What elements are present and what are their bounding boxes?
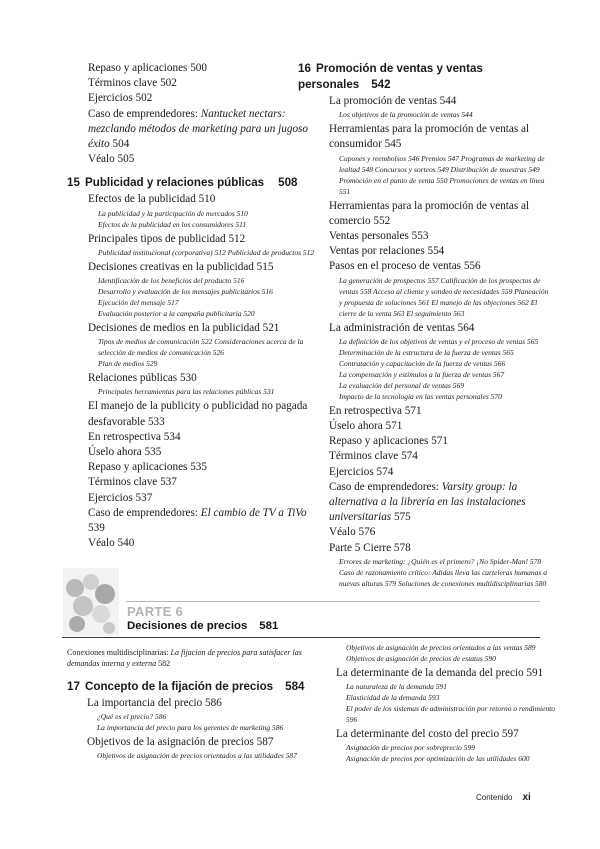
toc-section[interactable]: Ejercicios 574 — [329, 465, 394, 478]
toc-subsection[interactable]: La compensación y estímulos a la fuerza de ventas 567 — [339, 369, 505, 379]
part-bottom-rule — [62, 637, 540, 638]
chapter-heading-17[interactable]: 17 Concepto de la fijación de precios 584 — [67, 680, 305, 693]
toc-subsection[interactable]: Impacto de la tecnología en las ventas personales 570 — [339, 391, 502, 401]
toc-section[interactable]: Ejercicios 537 — [88, 491, 153, 504]
toc-section[interactable]: Véalo 540 — [88, 537, 135, 550]
toc-section[interactable]: Repaso y aplicaciones 535 — [88, 461, 207, 474]
toc-section[interactable]: Decisiones de medios en la publicidad 521 — [88, 322, 280, 335]
toc-section[interactable]: La promoción de ventas 544 — [329, 95, 457, 107]
part-label: PARTE 6 — [127, 604, 184, 619]
toc-subsection[interactable]: Identificación de los beneficios del producto 516 — [98, 276, 245, 286]
toc-section[interactable]: Véalo 576 — [329, 526, 376, 539]
toc-section[interactable]: Ventas por relaciones 554 — [329, 245, 445, 258]
toc-bottom-right — [336, 642, 560, 764]
toc-subsection[interactable]: El poder de los sistemas de administración por retorno o rendimiento 596 — [346, 704, 556, 725]
toc-subsection[interactable]: La naturaleza de la demanda 591 — [346, 682, 448, 692]
toc-section[interactable]: Efectos de la publicidad 510 — [88, 193, 216, 206]
toc-section[interactable]: Términos clave 574 — [329, 450, 418, 463]
toc-subsection[interactable]: ¿Qué es el precio? 586 — [97, 712, 167, 722]
toc-subsection[interactable]: Plan de medios 529 — [98, 359, 158, 369]
toc-subsection[interactable]: La evaluación del personal de ventas 569 — [339, 380, 464, 390]
toc-section[interactable]: Pasos en el proceso de ventas 556 — [329, 260, 481, 273]
toc-section[interactable]: Repaso y aplicaciones 571 — [329, 435, 448, 448]
toc-subsection[interactable]: Los objetivos de la promoción de ventas 544 — [339, 110, 473, 120]
toc-subsection[interactable]: Elasticidad de la demanda 593 — [346, 693, 440, 703]
toc-section[interactable]: La determinante del costo del precio 597 — [336, 728, 519, 741]
toc-entry[interactable]: Véalo 505 — [88, 153, 135, 166]
toc-section[interactable]: Herramientas para la promoción de ventas al comercio 552 — [329, 199, 530, 227]
toc-subsection[interactable]: La importancia del precio para los gerentes de marketing 586 — [97, 723, 284, 733]
toc-left-column — [67, 61, 320, 551]
toc-section[interactable]: La determinante de la demanda del precio 591 — [336, 667, 544, 679]
toc-section[interactable]: En retrospectiva 534 — [88, 430, 181, 443]
toc-subsection[interactable]: Cupones y reembolsos 546 Premios 547 Programas de marketing de lealtad 548 Concursos y sorteos 549 Distribución de muestras 549 Promoción en el punto de venta 550 Promociones de ventas en línea 551 — [339, 153, 545, 196]
toc-subsection[interactable]: Ejecución del mensaje 517 — [98, 298, 179, 308]
toc-subsection[interactable]: La generación de prospectos 557 Calificación de los prospectos de ventas 558 Acceso al cliente y sondeo de necesidades 559 Planeación y propuesta de soluciones 561 El manejo de las objeciones 562 El cierre de la venta 563 El seguimiento 563 — [339, 275, 549, 318]
toc-subsection[interactable]: Efectos de la publicidad en los consumidores 511 — [98, 219, 247, 229]
toc-section[interactable]: Úselo ahora 535 — [88, 446, 162, 459]
toc-subsection[interactable]: Objetivos de asignación de precios orientados a las utilidades 587 — [97, 751, 297, 761]
toc-subsection[interactable]: Asignación de precios por optimización de las utilidades 600 — [346, 754, 530, 764]
toc-entry[interactable]: Términos clave 502 — [88, 77, 177, 90]
toc-subsection[interactable]: La definición de los objetivos de ventas y el proceso de ventas 565 — [339, 336, 539, 346]
toc-section[interactable]: Relaciones públicas 530 — [88, 372, 197, 385]
chapter-heading-15[interactable]: 15 Publicidad y relaciones públicas 508 — [67, 176, 298, 190]
toc-section[interactable]: Úselo ahora 571 — [329, 420, 403, 433]
part-title[interactable]: Decisiones de precios 581 — [127, 620, 279, 632]
toc-subsection[interactable]: Determinación de la estructura de la fuerza de ventas 565 — [339, 347, 514, 357]
toc-subsection[interactable]: Tipos de medios de comunicación 522 Consideraciones acerca de la selección de medios de comunicación 526 — [98, 337, 304, 358]
toc-section[interactable]: Decisiones creativas en la publicidad 515 — [88, 260, 274, 273]
toc-entry[interactable]: Repaso y aplicaciones 500 — [88, 62, 207, 74]
toc-subsection[interactable]: Errores de marketing: ¿Quién es el primero? ¡No Spider-Man! 578 Caso de razonamiento crítico: Adidas lleva las carteleras humanas a nuevas alturas 579 Soluciones de conexiones multidisciplinarias 580 — [339, 556, 547, 588]
chapter-heading-16[interactable]: 16 Promoción de ventas y ventas personales 542 — [298, 62, 483, 91]
toc-subsection[interactable]: Publicidad institucional (corporativa) 512 Publicidad de productos 512 — [98, 247, 315, 257]
page-footer — [476, 792, 531, 803]
toc-entry-case[interactable]: Caso de emprendedores: Varsity group: la alternativa a la librería en las instalaciones universitarias 575 — [329, 480, 526, 524]
toc-subsection[interactable]: Evaluación posterior a la campaña publicitaria 520 — [98, 309, 255, 319]
toc-subsection[interactable]: Objetivos de asignación de precios de estatus 590 — [346, 654, 496, 663]
toc-section[interactable]: Parte 5 Cierre 578 — [329, 541, 411, 554]
toc-entry[interactable]: Ejercicios 502 — [88, 92, 153, 105]
part-divider-rule — [126, 601, 540, 602]
toc-section[interactable]: El manejo de la publicity o publicidad no pagada desfavorable 533 — [88, 400, 308, 428]
toc-subsection[interactable]: Desarrollo y evaluación de los mensajes publicitarios 516 — [98, 287, 273, 297]
toc-bottom-left — [67, 647, 320, 761]
page-number: xi — [522, 792, 531, 803]
toc-subsection[interactable]: Principales herramientas para las relaciones públicas 531 — [98, 387, 275, 397]
toc-section[interactable]: Ventas personales 553 — [329, 230, 429, 243]
toc-right-column — [298, 61, 549, 589]
toc-entry-conexiones[interactable]: Conexiones multidisciplinarias: La fijacion de precios para satisfacer las demandas interna y externa 582 — [67, 648, 302, 668]
toc-section[interactable]: Términos clave 537 — [88, 476, 177, 489]
toc-entry-case[interactable]: Caso de emprendedores: Nantucket nectars: mezclando métodos de marketing para un jugoso éxito 504 — [88, 107, 308, 151]
toc-section[interactable]: Principales tipos de publicidad 512 — [88, 232, 246, 245]
toc-section[interactable]: En retrospectiva 571 — [329, 404, 422, 417]
toc-subsection[interactable]: Contratación y capacitación de la fuerza de ventas 566 — [339, 358, 506, 368]
footer-label: Contenido — [476, 793, 513, 802]
toc-subsection[interactable]: La publicidad y la participación de mercados 510 — [98, 208, 248, 218]
part-opener-illustration — [63, 568, 119, 636]
toc-section[interactable]: Objetivos de la asignación de precios 587 — [87, 736, 274, 749]
toc-section[interactable]: La administración de ventas 564 — [329, 321, 475, 334]
toc-section[interactable]: Herramientas para la promoción de ventas al consumidor 545 — [329, 123, 530, 151]
toc-subsection[interactable]: Asignación de precios por sobreprecio 599 — [346, 743, 475, 753]
toc-subsection[interactable]: Objetivos de asignación de precios orientados a las ventas 589 — [346, 643, 536, 652]
toc-section[interactable]: La importancia del precio 586 — [87, 697, 222, 709]
toc-entry-case[interactable]: Caso de emprendedores: El cambio de TV a TiVo 539 — [88, 506, 307, 535]
